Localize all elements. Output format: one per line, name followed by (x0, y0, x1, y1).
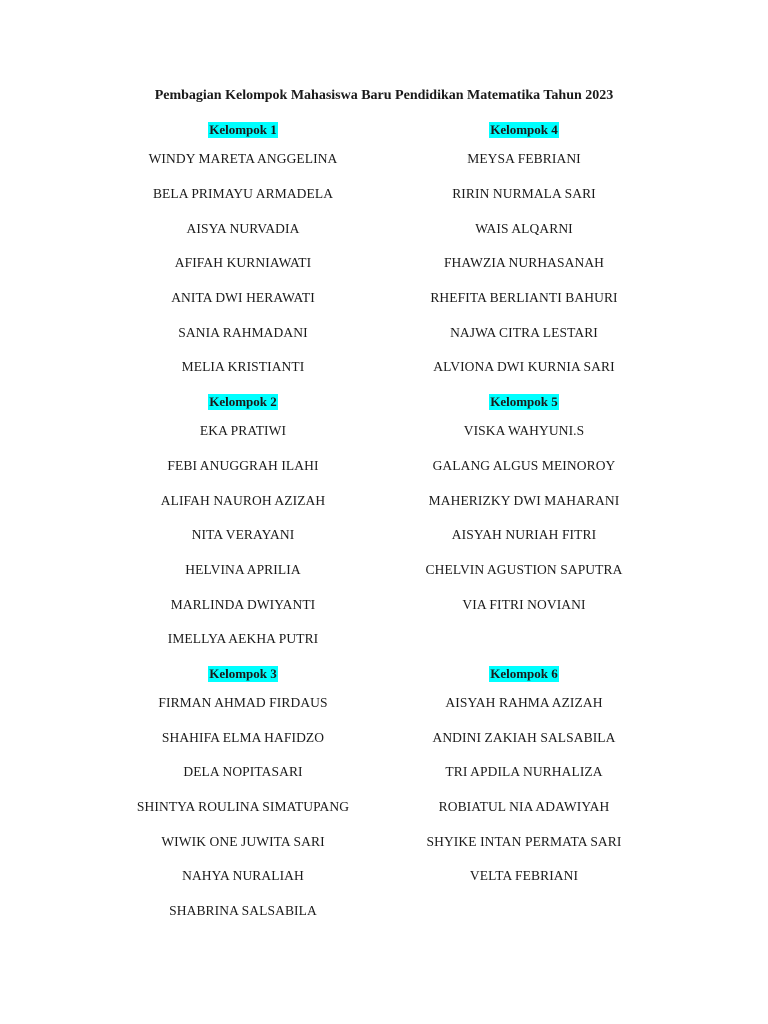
member-name: SHYIKE INTAN PERMATA SARI (426, 833, 622, 849)
member-name: VISKA WAHYUNI.S (463, 423, 585, 439)
member-name: FHAWZIA NURHASANAH (443, 255, 605, 271)
member-list (93, 686, 393, 929)
group-kelompok-2 (93, 390, 393, 657)
member-name: NAHYA NURALIAH (182, 868, 304, 884)
member-name: BELA PRIMAYU ARMADELA (152, 186, 334, 202)
member-name: AISYA NURVADIA (186, 220, 300, 236)
group-header (93, 118, 393, 142)
member-name: ALVIONA DWI KURNIA SARI (433, 359, 615, 375)
member-name: WIWIK ONE JUWITA SARI (161, 833, 325, 849)
right-column (374, 118, 674, 894)
member-name: CHELVIN AGUSTION SAPUTRA (425, 561, 623, 577)
member-name: AISYAH RAHMA AZIZAH (445, 694, 603, 710)
member-name: NITA VERAYANI (191, 527, 295, 543)
left-column (93, 118, 393, 928)
member-name: GALANG ALGUS MEINOROY (432, 457, 616, 473)
member-name: FEBI ANUGGRAH ILAHI (167, 457, 319, 473)
group-header (374, 662, 674, 686)
group-label: Kelompok 1 (209, 122, 277, 137)
member-name: MARLINDA DWIYANTI (170, 596, 316, 612)
group-kelompok-4 (374, 118, 674, 385)
group-header (93, 662, 393, 686)
member-list (374, 142, 674, 385)
member-name: SANIA RAHMADANI (178, 324, 308, 340)
group-label: Kelompok 3 (209, 665, 277, 681)
member-list (374, 414, 674, 657)
member-name: FIRMAN AHMAD FIRDAUS (158, 694, 328, 710)
member-name: NAJWA CITRA LESTARI (450, 324, 598, 340)
member-name: MEYSA FEBRIANI (467, 151, 581, 167)
member-name: MAHERIZKY DWI MAHARANI (428, 492, 620, 508)
group-kelompok-1 (93, 118, 393, 385)
group-label: Kelompok 4 (490, 122, 558, 137)
group-header (374, 118, 674, 142)
member-name: SHINTYA ROULINA SIMATUPANG (136, 799, 350, 815)
member-name: IMELLYA AEKHA PUTRI (167, 631, 319, 647)
member-name: HELVINA APRILIA (185, 561, 301, 577)
member-name: ALIFAH NAUROH AZIZAH (160, 492, 326, 508)
member-name: SHABRINA SALSABILA (169, 903, 317, 919)
group-header (93, 390, 393, 414)
page-title: Pembagian Kelompok Mahasiswa Baru Pendidikan Matematika Tahun 2023 (154, 88, 614, 103)
member-name: VIA FITRI NOVIANI (462, 596, 586, 612)
member-name: AISYAH NURIAH FITRI (451, 527, 597, 543)
member-name: SHAHIFA ELMA HAFIDZO (161, 729, 325, 745)
group-kelompok-3 (93, 662, 393, 929)
member-name: VELTA FEBRIANI (469, 868, 579, 884)
group-label: Kelompok 2 (209, 393, 277, 409)
member-name: AFIFAH KURNIAWATI (174, 255, 312, 271)
member-name: WAIS ALQARNI (475, 220, 573, 236)
member-name: EKA PRATIWI (199, 423, 287, 439)
group-kelompok-5 (374, 390, 674, 657)
member-name: ANITA DWI HERAWATI (171, 290, 315, 306)
member-name: RHEFITA BERLIANTI BAHURI (430, 290, 618, 306)
group-label: Kelompok 5 (490, 393, 558, 409)
group-header (374, 390, 674, 414)
member-list (93, 142, 393, 385)
member-list (93, 414, 393, 657)
member-name: DELA NOPITASARI (183, 764, 303, 780)
group-label: Kelompok 6 (490, 665, 558, 681)
member-name: ANDINI ZAKIAH SALSABILA (432, 729, 616, 745)
group-kelompok-6 (374, 662, 674, 894)
member-name: MELIA KRISTIANTI (181, 359, 305, 375)
member-name: RIRIN NURMALA SARI (452, 186, 596, 202)
member-name: TRI APDILA NURHALIZA (445, 764, 603, 780)
member-list (374, 686, 674, 894)
member-name: WINDY MARETA ANGGELINA (148, 151, 338, 167)
member-name: ROBIATUL NIA ADAWIYAH (438, 799, 610, 815)
